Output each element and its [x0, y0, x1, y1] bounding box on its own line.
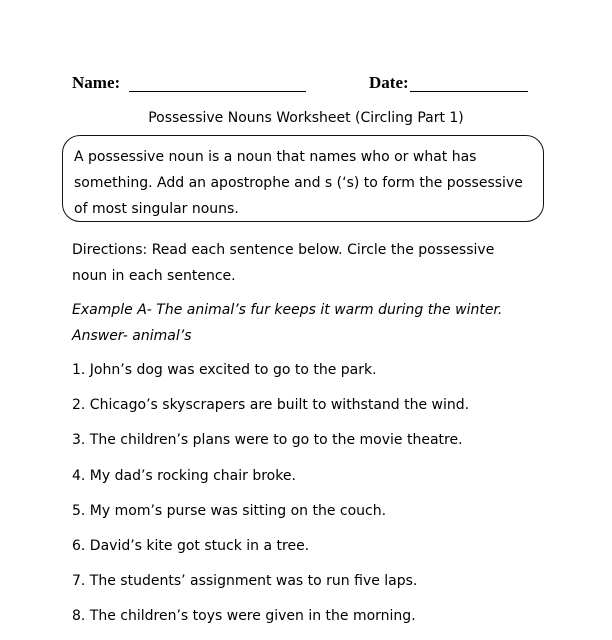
directions-line: noun in each sentence.: [72, 268, 236, 284]
directions: [72, 237, 592, 289]
example-answer: Answer- animal’s: [72, 328, 192, 344]
question-item: 1. John’s dog was excited to go to the park.: [72, 362, 377, 378]
date-blank-line: [410, 91, 528, 92]
definition-line: A possessive noun is a noun that names who or what has: [74, 149, 477, 165]
name-blank-line: [129, 91, 306, 92]
question-item: 7. The students’ assignment was to run five laps.: [72, 573, 418, 590]
question-item: 6. David’s kite got stuck in a tree.: [72, 537, 310, 554]
definition-line: of most singular nouns.: [74, 201, 239, 217]
example-sentence: Example A- The animal’s fur keeps it warm during the winter.: [72, 302, 503, 318]
question-item: 3. The children’s plans were to go to the movie theatre.: [72, 432, 463, 449]
question-item: 2. Chicago’s skyscrapers are built to withstand the wind.: [72, 397, 470, 414]
question-item: 8. The children’s toys were given in the morning.: [72, 608, 416, 625]
example-block: [72, 297, 592, 349]
worksheet-title: Possessive Nouns Worksheet (Circling Part 1): [148, 110, 464, 126]
definition-box: [62, 135, 544, 222]
name-label: Name:: [72, 73, 121, 92]
definition-line: something. Add an apostrophe and s (‘s) to form the possessive: [74, 175, 523, 191]
question-list: [72, 358, 592, 640]
date-label: Date:: [369, 73, 409, 92]
question-item: 5. My mom’s purse was sitting on the couch.: [72, 502, 387, 519]
directions-line: Directions: Read each sentence below. Circle the possessive: [72, 242, 495, 258]
question-item: 4. My dad’s rocking chair broke.: [72, 467, 296, 484]
